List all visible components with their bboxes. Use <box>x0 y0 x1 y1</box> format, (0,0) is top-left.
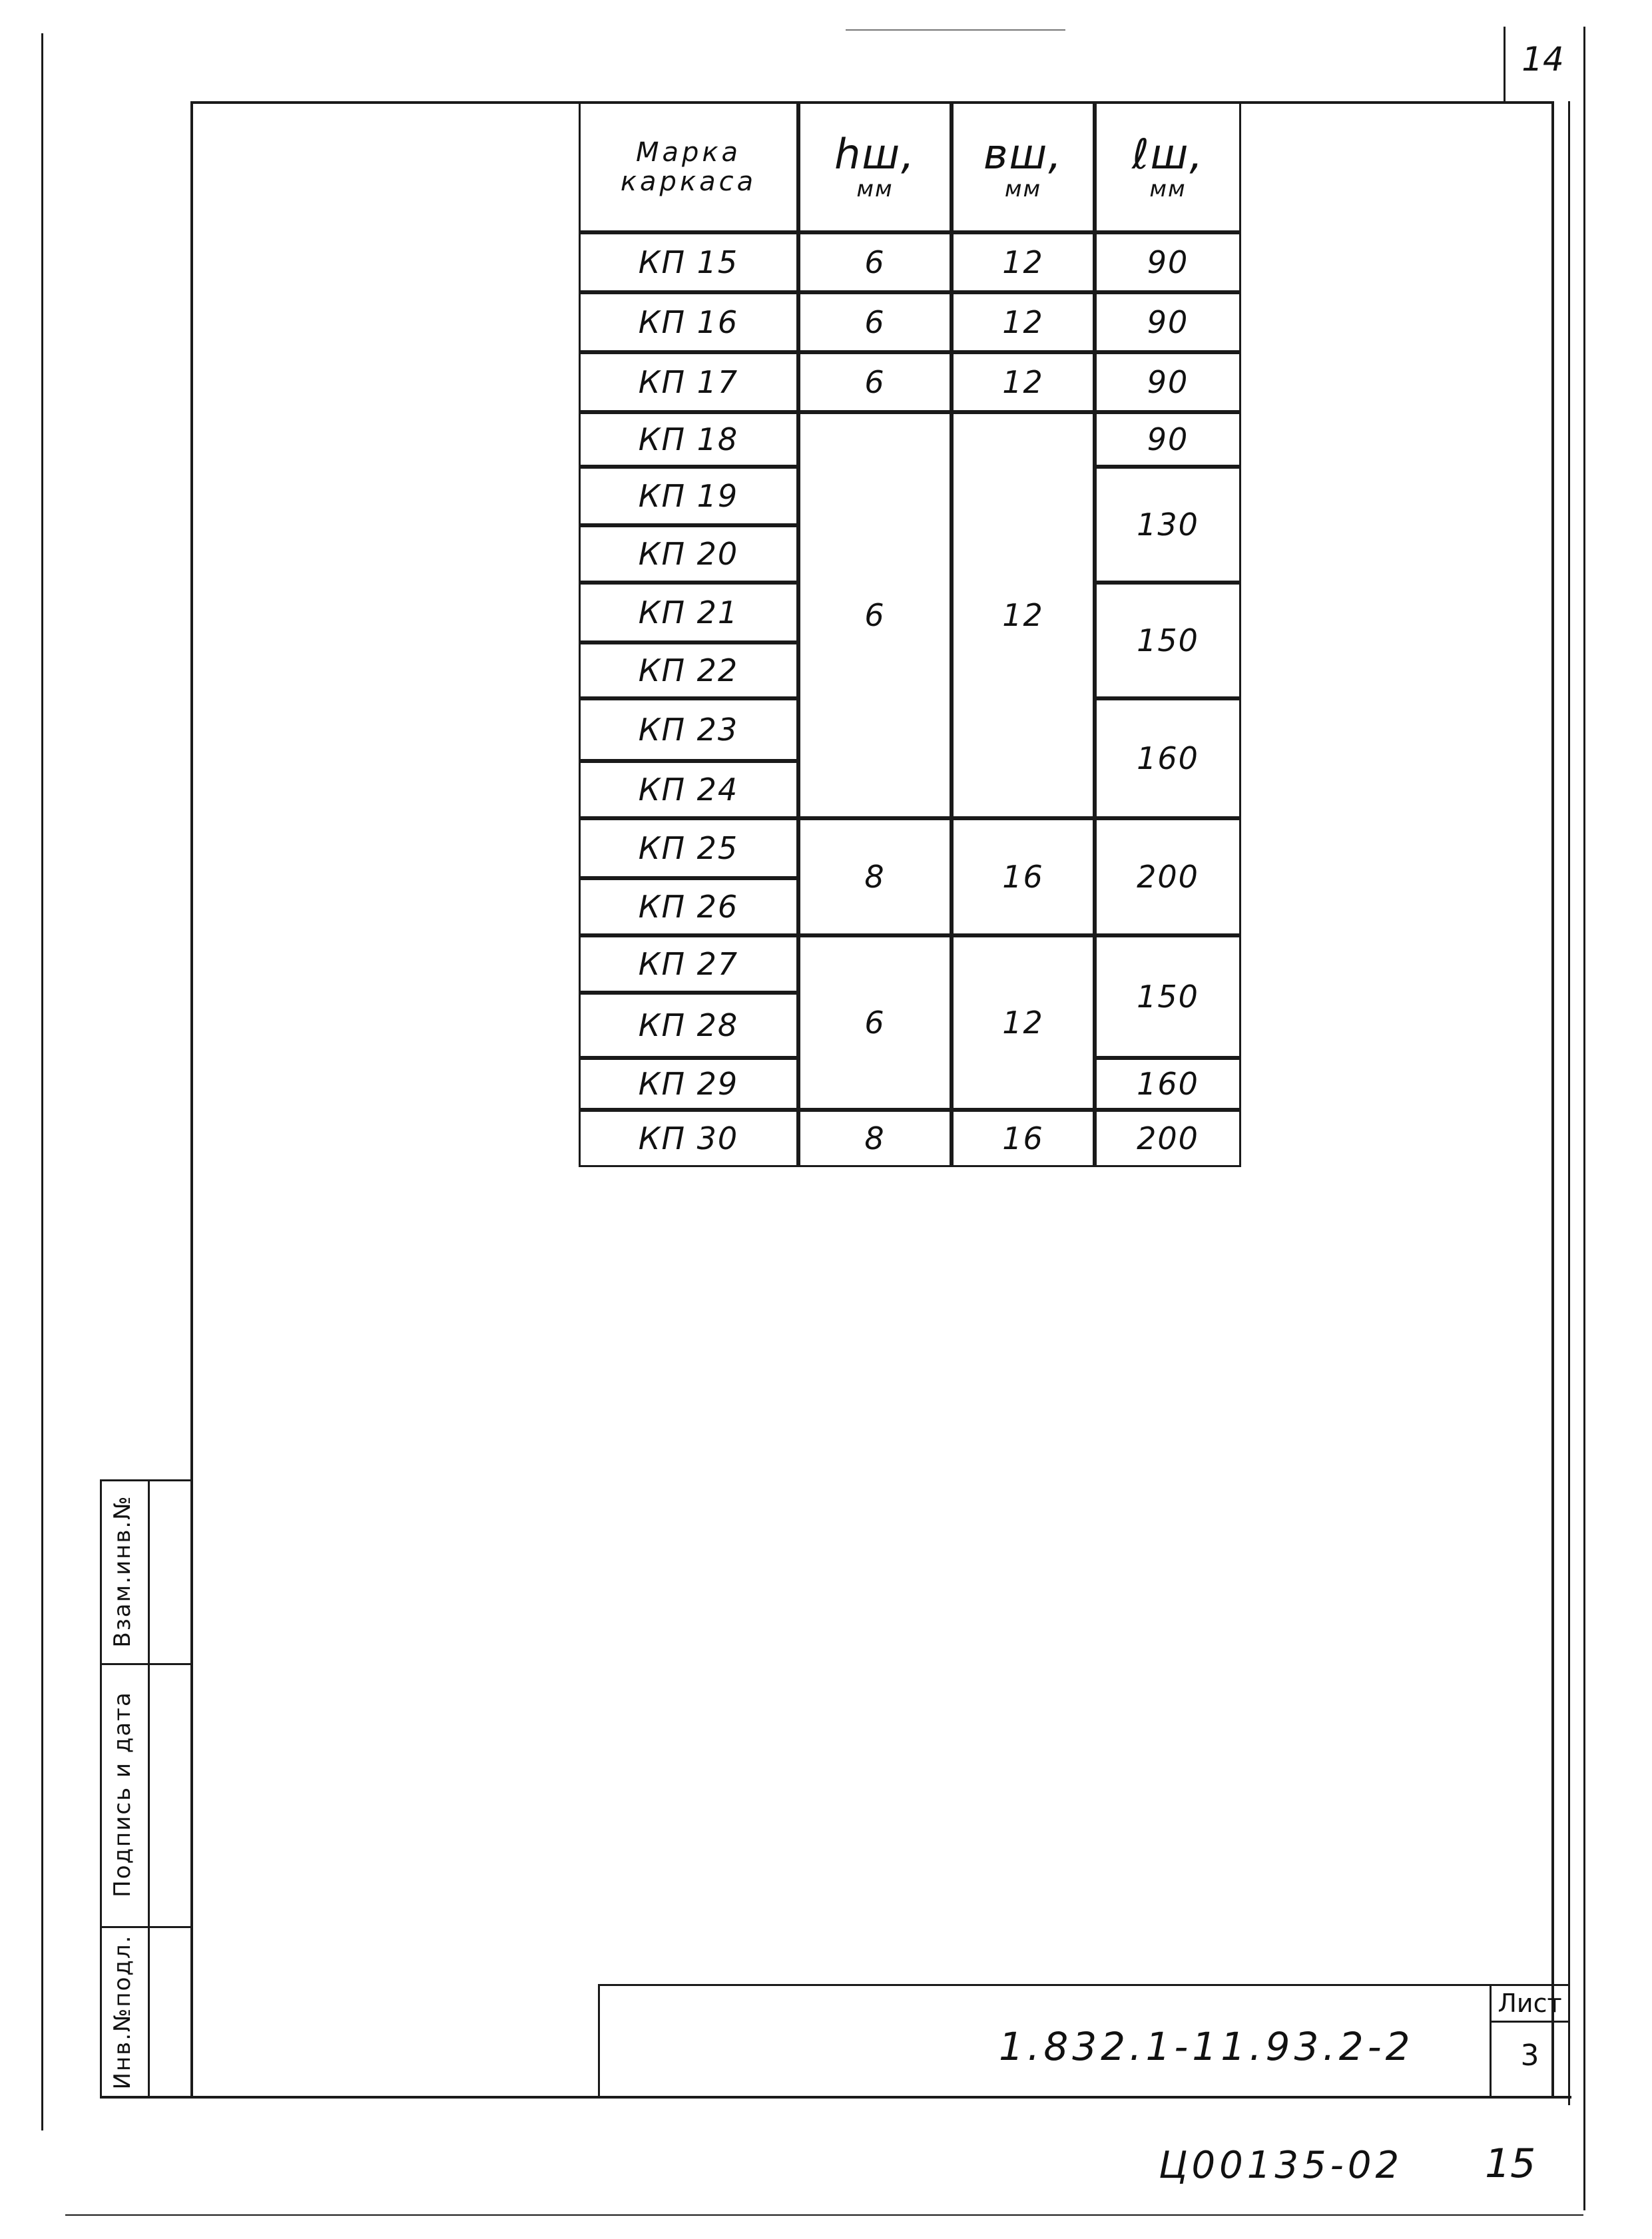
mark-cell: КП 26 <box>579 878 798 935</box>
sheet-number-box-left <box>1504 27 1506 103</box>
l-cell-merged: 200 <box>1095 818 1241 935</box>
frame-inner-right-line <box>1568 101 1570 2105</box>
l-cell-merged: 160 <box>1095 698 1241 818</box>
mark-cell: КП 18 <box>579 412 798 467</box>
mark-cell: КП 25 <box>579 818 798 878</box>
b-cell-merged: 12 <box>952 935 1095 1110</box>
h-cell: 6 <box>798 232 952 292</box>
header-b-symbol: вш, <box>983 130 1063 179</box>
header-mark-line1: Марка <box>635 137 742 168</box>
list-label: Лист <box>1498 1989 1562 2018</box>
l-cell: 90 <box>1095 292 1241 352</box>
stamp-top-line <box>100 1479 192 1481</box>
list-number: 3 <box>1520 2039 1539 2073</box>
mark-cell: КП 21 <box>579 583 798 642</box>
h-cell: 6 <box>798 352 952 412</box>
document-designation: 1.832.1-11.93.2-2 <box>999 2024 1414 2069</box>
stamp-label-inv-podl: Инв.№подл. <box>109 1934 136 2090</box>
stamp-label-podpis-data: Подпись и дата <box>109 1691 136 1897</box>
sheet-number-top: 14 <box>1521 40 1564 79</box>
stamp-outer-left <box>100 1479 102 2098</box>
mark-cell: КП 28 <box>579 993 798 1058</box>
mark-cell: КП 29 <box>579 1058 798 1110</box>
archive-code: Ц00135-02 <box>1159 2144 1404 2187</box>
frame-bottom-border <box>100 2096 1571 2099</box>
mark-cell: КП 22 <box>579 642 798 698</box>
mark-cell: КП 20 <box>579 525 798 583</box>
l-cell: 90 <box>1095 232 1241 292</box>
l-cell-merged: 150 <box>1095 935 1241 1058</box>
mark-cell: КП 17 <box>579 352 798 412</box>
outer-right-border <box>1583 27 1585 2210</box>
titleblock-top <box>598 1984 1570 1986</box>
mark-cell: КП 30 <box>579 1110 798 1167</box>
stamp-label-vzam-inv: Взам.инв.№ <box>109 1495 136 1648</box>
b-cell-merged: 12 <box>952 412 1095 818</box>
header-h-unit: мм <box>856 176 894 203</box>
l-cell: 90 <box>1095 412 1241 467</box>
mark-cell: КП 16 <box>579 292 798 352</box>
b-cell: 12 <box>952 292 1095 352</box>
frame-right-border <box>1551 101 1554 2099</box>
titleblock-list-divider <box>1490 2021 1569 2023</box>
frame-left-border <box>190 102 193 2098</box>
h-cell: 8 <box>798 1110 952 1167</box>
top-trim-line <box>846 29 1065 31</box>
carcass-spec-table <box>579 103 1242 1168</box>
l-cell-merged: 150 <box>1095 583 1241 698</box>
header-b <box>952 102 1095 232</box>
b-cell: 16 <box>952 1110 1095 1167</box>
h-cell-merged: 8 <box>798 818 952 935</box>
mark-cell: КП 27 <box>579 935 798 993</box>
header-h-symbol: hш, <box>834 130 916 179</box>
header-l-symbol: ℓш, <box>1131 130 1205 179</box>
outer-left-border <box>41 33 43 2130</box>
b-cell-merged: 16 <box>952 818 1095 935</box>
mark-cell: КП 23 <box>579 698 798 761</box>
h-cell-merged: 6 <box>798 412 952 818</box>
l-cell: 90 <box>1095 352 1241 412</box>
b-cell: 12 <box>952 352 1095 412</box>
h-cell-merged: 6 <box>798 935 952 1110</box>
l-cell: 200 <box>1095 1110 1241 1167</box>
header-b-unit: мм <box>1004 176 1042 203</box>
stamp-col-divider <box>148 1479 150 2098</box>
bottom-trim-line <box>65 2214 1583 2216</box>
b-cell: 12 <box>952 232 1095 292</box>
l-cell-merged: 130 <box>1095 467 1241 583</box>
header-l <box>1095 102 1241 232</box>
header-l-unit: мм <box>1149 176 1187 203</box>
header-mark <box>579 102 798 232</box>
mark-cell: КП 19 <box>579 467 798 525</box>
header-h <box>798 102 952 232</box>
h-cell: 6 <box>798 292 952 352</box>
titleblock-left <box>598 1984 600 2097</box>
mark-cell: КП 24 <box>579 761 798 818</box>
l-cell: 160 <box>1095 1058 1241 1110</box>
header-mark-line2: каркаса <box>620 166 757 197</box>
footer-page-number: 15 <box>1485 2140 1536 2187</box>
mark-cell: КП 15 <box>579 232 798 292</box>
